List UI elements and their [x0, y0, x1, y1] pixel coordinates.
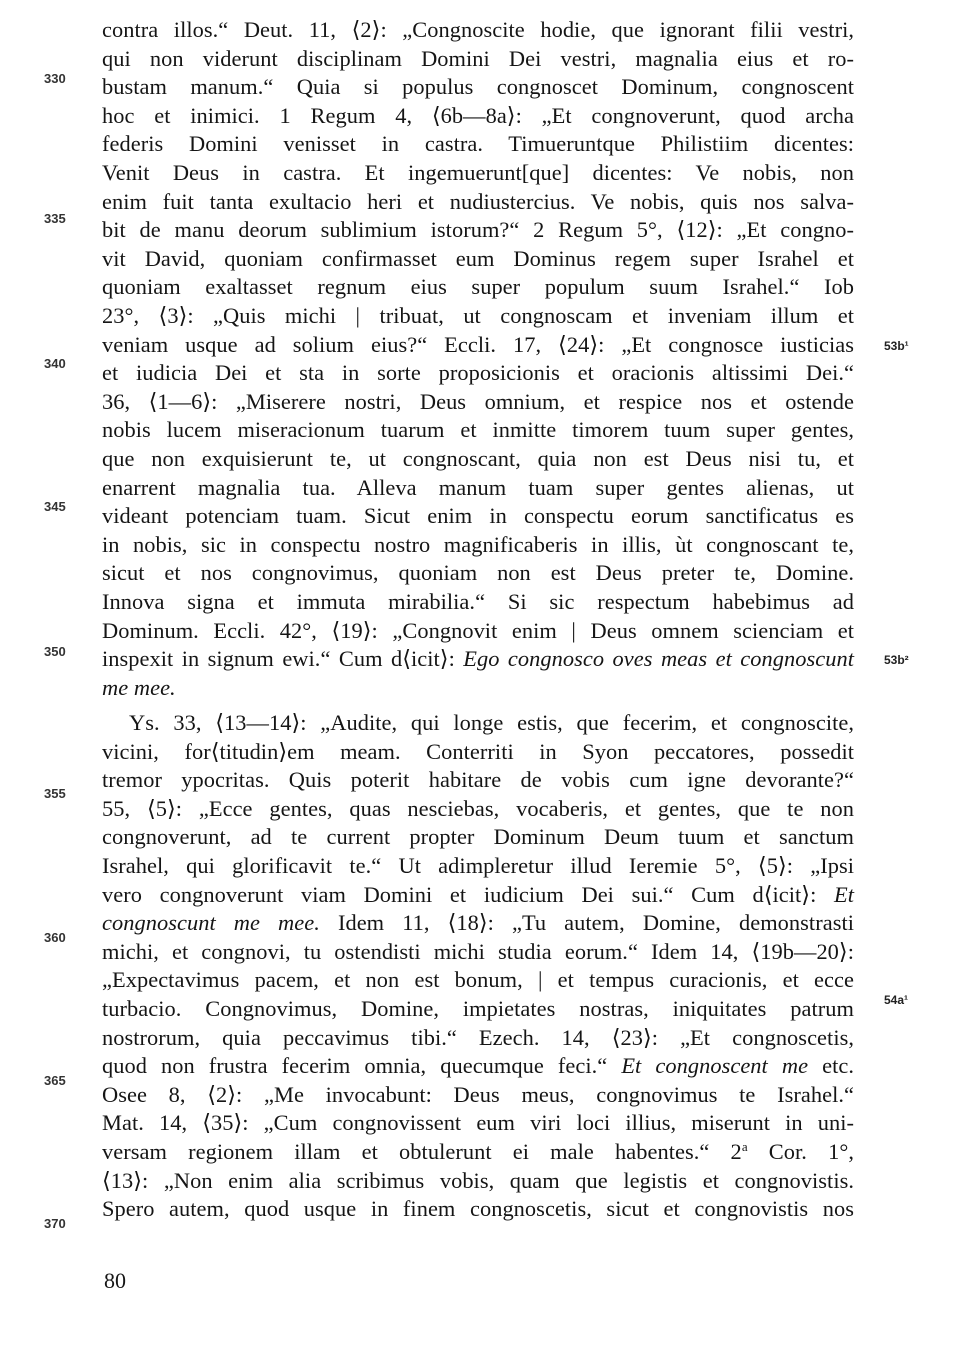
text-line: 55, ⟨5⟩: „Ecce gentes, quas nesciebas, vocaberis, et gentes, que te non [102, 796, 854, 821]
text-line [102, 1137, 854, 1166]
text-line: vit David, quoniam confirmasset eum Dominus regem super Israhel et [102, 246, 854, 271]
margin-note: 53b² [884, 653, 909, 667]
line-number: 370 [44, 1216, 66, 1231]
text-span: inspexit in signum ewi.“ Cum d⟨icit⟩: [102, 646, 464, 671]
italic-citation: congnoscunt me mee. [102, 910, 320, 935]
text-line: enim fuit tanta exultacio heri et nudiustercius. Ve nobis, quis nos salva- [102, 189, 854, 214]
italic-citation: Et congnoscent me [621, 1053, 809, 1078]
text-line: me mee. [102, 675, 176, 700]
text-line: contra illos.“ Deut. 11, ⟨2⟩: „Congnoscite hodie, que ignorant filii vestri, [102, 17, 854, 42]
text-line: nostrorum, quia peccavimus tibi.“ Ezech. 14, ⟨23⟩: „Et congnoscetis, [102, 1025, 854, 1050]
text-line: Spero autem, quod usque in finem congnoscetis, sicut et congnovistis nos [102, 1196, 854, 1221]
text-span: versam regionem illam et obtulerunt ei male habentes.“ 2 [102, 1139, 742, 1164]
text-line: Venit Deus in castra. Et ingemuerunt[que] dicentes: Ve nobis, non [102, 160, 854, 185]
text-line: „Expectavimus pacem, et non est bonum, | et tempus curacionis, et ecce [102, 967, 854, 992]
text-line: michi, et congnovi, tu ostendisti michi studia eorum.“ Idem 14, ⟨19b—20⟩: [102, 939, 854, 964]
text-span: etc. [808, 1053, 854, 1078]
superscript: a [741, 1139, 748, 1154]
text-line [102, 880, 854, 909]
italic-citation: Ego congnosco oves meas et congnoscunt [463, 646, 855, 671]
text-line: hoc et inimici. 1 Regum 4, ⟨6b—8a⟩: „Et congnoverunt, quod archa [102, 103, 854, 128]
text-line: turbacio. Congnovimus, Domine, impietates nostras, iniquitates patrum [102, 996, 854, 1021]
paragraph-first-line: Ys. 33, ⟨13—14⟩: „Audite, qui longe estis, que fecerim, et congnoscite, [129, 710, 854, 735]
text-span: vero congnoverunt viam Domini et iudicium Dei sui.“ Cum d⟨icit⟩: [102, 882, 834, 907]
text-line: in nobis, sic in conspectu nostro magnificaberis in illis, ùt congnoscant te, [102, 532, 854, 557]
line-number: 340 [44, 356, 66, 371]
text-line: videant potenciam tuam. Sicut enim in conspectu eorum sanctificatus es [102, 503, 854, 528]
text-line: congnoverunt, ad te current propter Dominum Deum tuum et sanctum [102, 824, 854, 849]
text-line: et iudicia Dei et sta in sorte proposicionis et oracionis altissimi Dei.“ [102, 360, 854, 385]
text-span: Idem 11, ⟨18⟩: „Tu autem, Domine, demonstrasti [319, 910, 854, 935]
margin-note: 53b¹ [884, 339, 909, 353]
text-line [102, 644, 854, 673]
text-line: Israhel, qui glorificavit te.“ Ut adimpleretur illud Ieremie 5°, ⟨5⟩: „Ipsi [102, 853, 854, 878]
text-line: quoniam exaltasset regnum eius super populum suum Israhel.“ Iob [102, 274, 854, 299]
line-number: 360 [44, 930, 66, 945]
page-number: 80 [104, 1268, 126, 1293]
text-line: Mat. 14, ⟨35⟩: „Cum congnovissent eum viri loci illius, miserunt in uni- [102, 1110, 854, 1135]
text-line: 23°, ⟨3⟩: „Quis michi | tribuat, ut congnoscam et inveniam illum et [102, 303, 854, 328]
line-number: 350 [44, 644, 66, 659]
text-line: sicut et nos congnovimus, quoniam non est Deus preter te, Domine. [102, 560, 854, 585]
line-number: 335 [44, 211, 66, 226]
text-line: Dominum. Eccli. 42°, ⟨19⟩: „Congnovit enim | Deus omnem scienciam et [102, 618, 854, 643]
text-line: federis Domini venisset in castra. Timueruntque Philistiim dicentes: [102, 131, 854, 156]
text-span: Cor. 1°, [747, 1139, 854, 1164]
text-line [102, 1051, 854, 1080]
text-line [102, 908, 854, 937]
text-line: Osee 8, ⟨2⟩: „Me invocabunt: Deus meus, congnovimus te Israhel.“ [102, 1082, 854, 1107]
text-line: 36, ⟨1—6⟩: „Miserere nostri, Deus omnium, et respice nos et ostende [102, 389, 854, 414]
margin-note: 54a¹ [884, 993, 909, 1007]
text-span: quod non frustra fecerim omnia, quecumque feci.“ [102, 1053, 622, 1078]
text-line: que non exquisierunt te, ut congnoscant, quia non est Deus nisi tu, et [102, 446, 854, 471]
text-line: bustam manum.“ Quia si populus congnoscet Dominum, congnoscent [102, 74, 854, 99]
text-line: bit de manu deorum sublimium istorum?“ 2 Regum 5°, ⟨12⟩: „Et congno- [102, 217, 854, 242]
italic-citation: Et [834, 882, 854, 907]
line-number: 345 [44, 499, 66, 514]
text-line: veniam usque ad solium eius?“ Eccli. 17, ⟨24⟩: „Et congnosce iusticias [102, 332, 854, 357]
text-line: ⟨13⟩: „Non enim alia scribimus vobis, quam que legistis et congnovistis. [102, 1168, 854, 1193]
line-number: 355 [44, 786, 66, 801]
text-line: Innova signa et immuta mirabilia.“ Si sic respectum habebimus ad [102, 589, 854, 614]
text-line: tremor ypocritas. Quis poterit habitare de vobis cum igne devorante?“ [102, 767, 854, 792]
line-number: 365 [44, 1073, 66, 1088]
text-line: nobis lucem miseracionum tuarum et inmitte timorem tuum super gentes, [102, 417, 854, 442]
line-number: 330 [44, 71, 66, 86]
text-line: enarrent magnalia tua. Alleva manum tuam super gentes alienas, ut [102, 475, 854, 500]
text-line: vicini, for⟨titudin⟩em meam. Conterriti in Syon peccatores, possedit [102, 739, 854, 764]
text-line: qui non viderunt disciplinam Domini Dei vestri, magnalia eius et ro- [102, 46, 854, 71]
